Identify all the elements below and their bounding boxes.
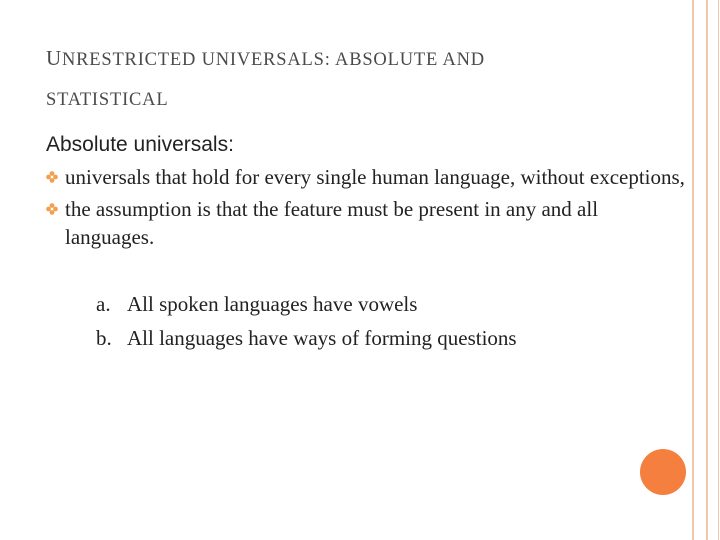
- bullet-list: [46, 163, 686, 251]
- title-part3: STATISTICAL: [46, 90, 169, 110]
- bullet-text: the assumption is that the feature must be present in any and all languages.: [65, 197, 599, 249]
- title-part2: : ABSOLUTE AND: [324, 50, 485, 70]
- example-list: [96, 287, 686, 355]
- orange-circle-decoration: [640, 449, 686, 495]
- bullet-item: [46, 195, 686, 251]
- flower-bullet-icon: [46, 203, 58, 215]
- example-item: [96, 321, 686, 355]
- title-initial: U: [46, 46, 62, 70]
- bullet-item: [46, 163, 686, 191]
- title-part1: NRESTRICTED UNIVERSALS: [61, 50, 325, 70]
- example-marker: a.: [96, 292, 111, 316]
- bullet-text: universals that hold for every single human language, without exceptions,: [65, 165, 685, 189]
- section-heading: Absolute universals:: [46, 133, 234, 156]
- decorative-rule-left: [692, 0, 694, 540]
- example-marker: b.: [96, 326, 112, 350]
- slide-title: [46, 38, 646, 120]
- example-item: [96, 287, 686, 321]
- decorative-rule-middle: [706, 0, 708, 540]
- decorative-rule-right: [718, 0, 719, 540]
- slide-content: [46, 131, 686, 355]
- example-text: All spoken languages have vowels: [127, 292, 418, 316]
- example-text: All languages have ways of forming questions: [127, 326, 517, 350]
- flower-bullet-icon: [46, 171, 58, 183]
